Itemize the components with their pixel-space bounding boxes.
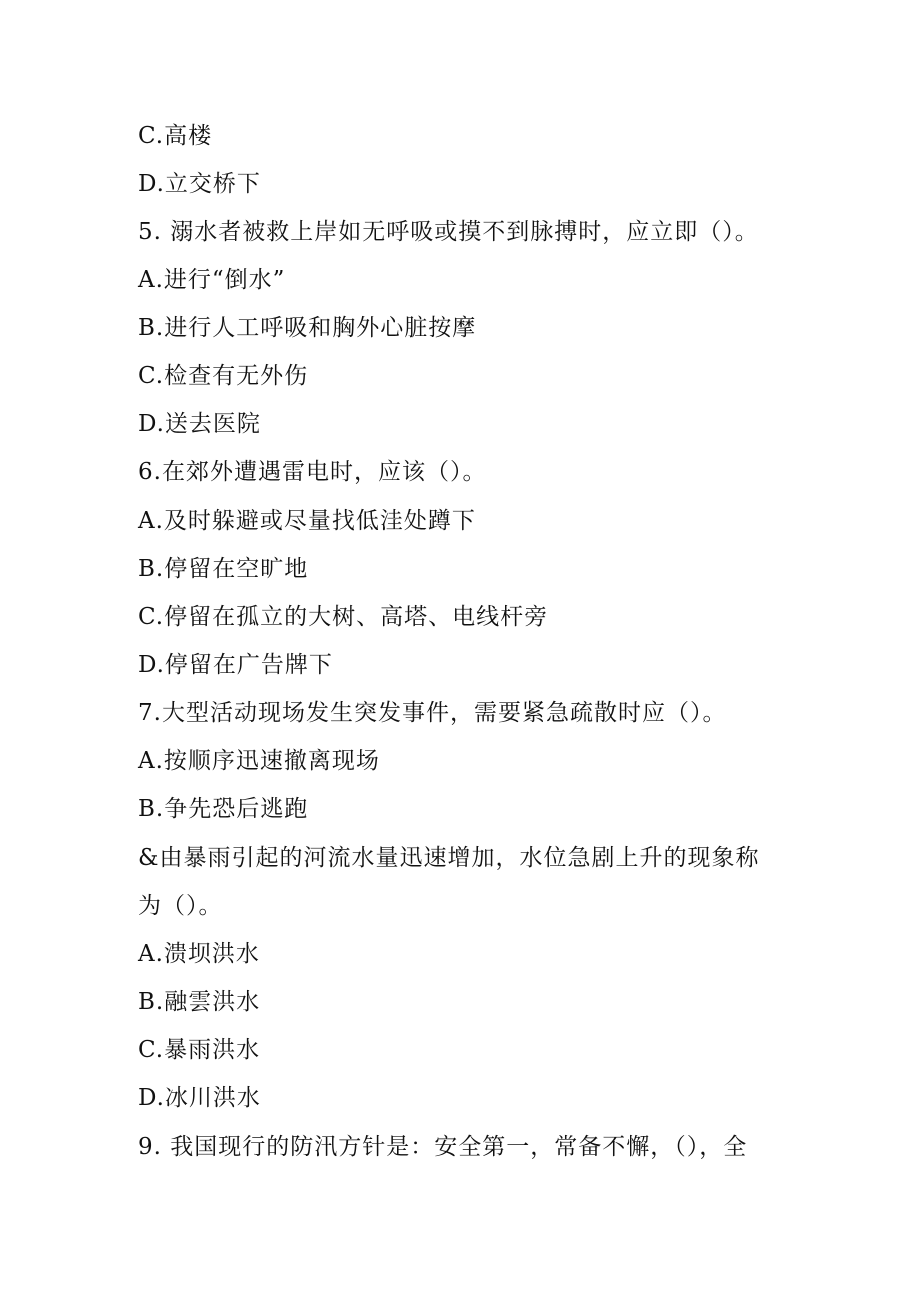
question-9: 9. 我国现行的防汛方针是：安全第一，常备不懈，（），全 <box>138 1134 748 1160</box>
question-6: 6.在郊外遭遇雷电时，应该（）。 <box>138 459 487 485</box>
text-line: A.按顺序迅速撤离现场 <box>138 748 380 774</box>
text-line: C.检查有无外伤 <box>138 363 309 389</box>
question-5: 5. 溺水者被救上岸如无呼吸或摸不到脉搏时，应立即（）。 <box>138 219 759 245</box>
text-line: C.暴雨洪水 <box>138 1037 261 1063</box>
text-line: D.立交桥下 <box>138 171 261 197</box>
text-line: D.冰川洪水 <box>138 1085 261 1111</box>
text-line: B.停留在空旷地 <box>138 556 309 582</box>
text-line: B.融雲洪水 <box>138 989 261 1015</box>
text-line: A.溃坝洪水 <box>138 941 260 967</box>
question-7: 7.大型活动现场发生突发事件，需要紧急疏散时应（）。 <box>138 700 727 726</box>
question-8: &由暴雨引起的河流水量迅速增加，水位急剧上升的现象称 <box>138 845 760 871</box>
text-line: A.及时躲避或尽量找低洼处蹲下 <box>138 508 476 534</box>
text-line: C.停留在孤立的大树、高塔、电线杆旁 <box>138 604 549 630</box>
text-line: A.进行“倒水” <box>138 267 286 293</box>
text-line: C.高楼 <box>138 123 213 149</box>
text-line: B.进行人工呼吸和胸外心脏按摩 <box>138 315 477 341</box>
text-line: D.停留在广告牌下 <box>138 652 333 678</box>
text-line: B.争先恐后逃跑 <box>138 796 309 822</box>
text-line: 为（）。 <box>138 893 223 919</box>
text-line: D.送去医院 <box>138 411 261 437</box>
